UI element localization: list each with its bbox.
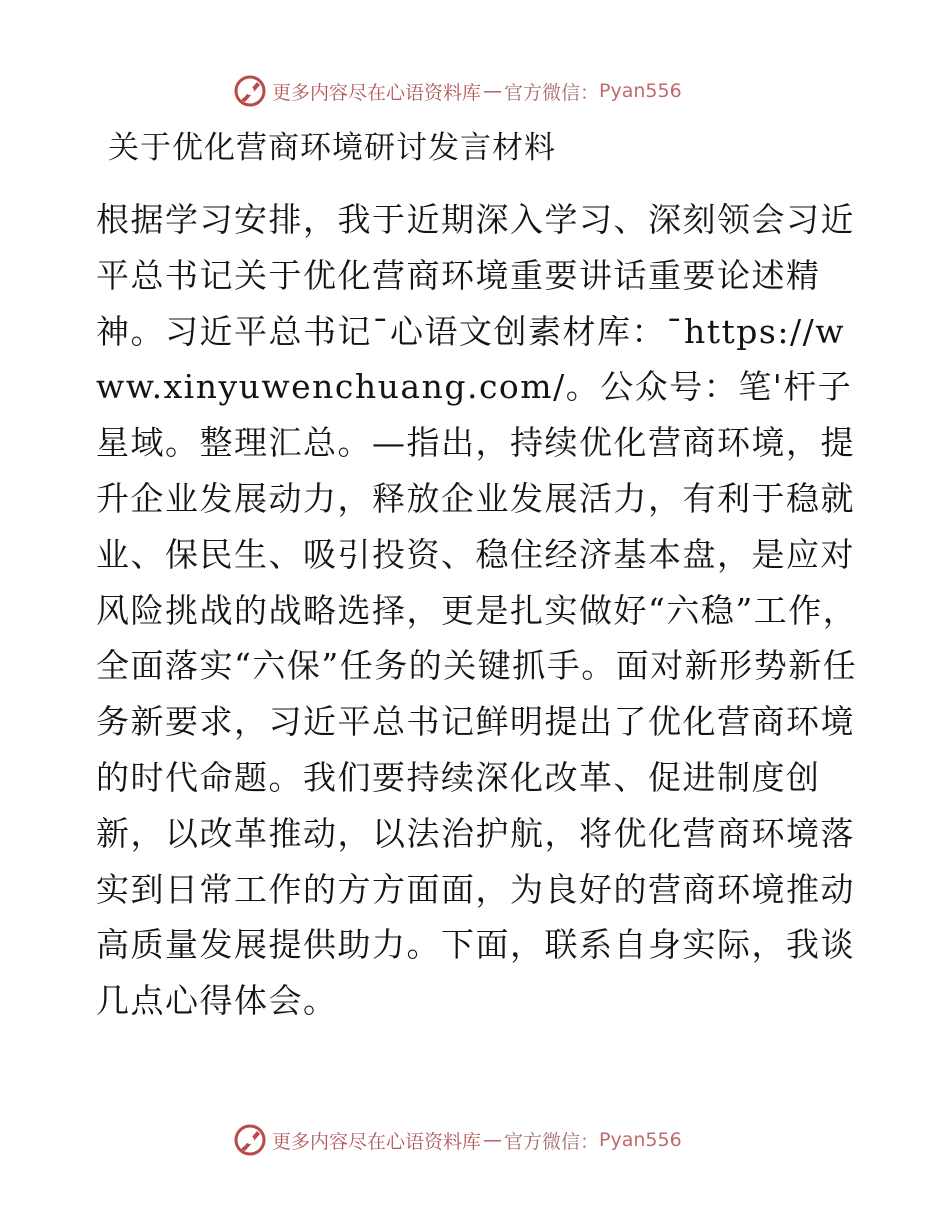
banner-text: 更多内容尽在心语资料库 [272,1130,482,1153]
quill-logo-icon [233,1123,267,1157]
banner-wechat-id: Pyan556 [599,1129,682,1151]
document-body: 根据学习安排，我于近期深入学习、深刻领会习近平总书记关于优化营商环境重要讲话重要论述精神。习近平总书记¯心语文创素材库：¯https://www.xinyuwenchuang.com/。公众号：笔'杆子星域。整理汇总。—指出，持续优化营商环境，提升企业发展动力，释放企业发展活力，有利于稳就业、保民生、吸引投资、稳住经济基本盘，是应对风险挑战的战略选择，更是扎实做好“六稳”工作，全面落实“六保”任务的关键抓手。面对新形势新任务新要求，习近平总书记鲜明提出了优化营商环境的时代命题。我们要持续深化改革、促进制度创新，以改革推动，以法治护航，将优化营商环境落实到日常工作的方方面面，为良好的营商环境推动高质量发展提供助力。下面，联系自身实际，我谈几点心得体会。 [96,200,858,1021]
document-title: 关于优化营商环境研讨发言材料 [108,130,556,166]
banner-wechat-label: 官方微信： [504,1130,600,1153]
banner-text: 更多内容尽在心语资料库 [272,81,482,104]
header-banner [233,71,753,111]
banner-wechat-id: Pyan556 [599,80,682,102]
banner-dash: — [483,80,503,102]
quill-logo-icon [233,74,267,108]
banner-dash: — [483,1129,503,1151]
footer-banner [233,1120,753,1160]
banner-wechat-label: 官方微信： [504,81,600,104]
